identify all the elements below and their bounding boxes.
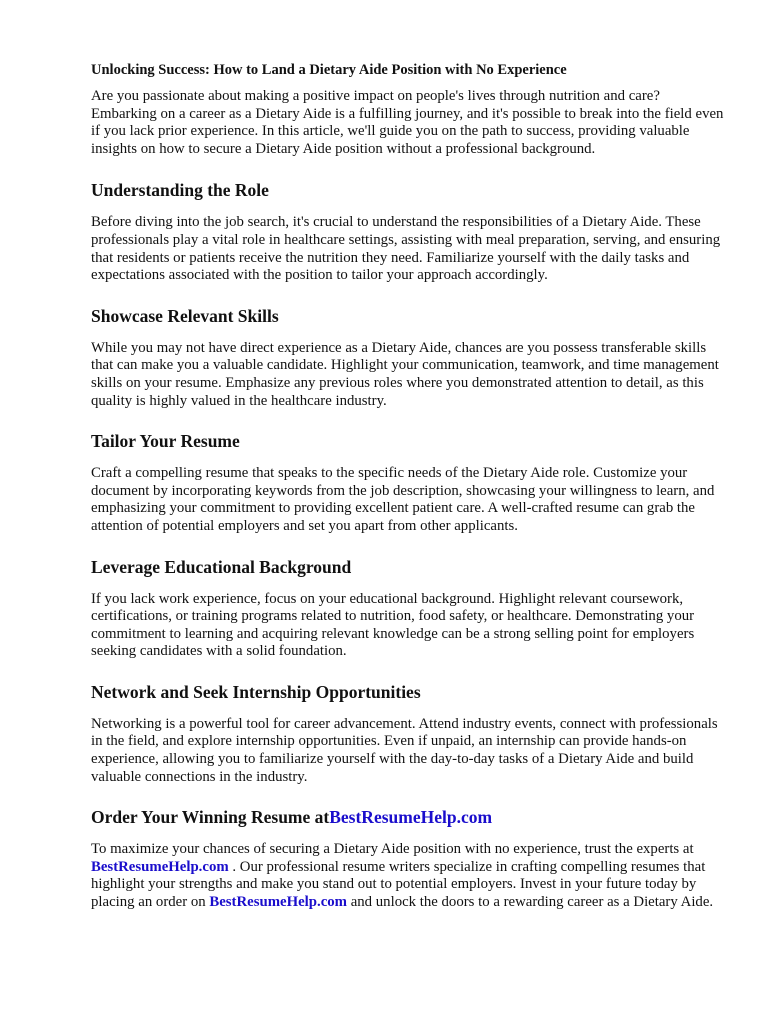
- section-body: Before diving into the job search, it's crucial to understand the responsibilities of a Dietary Aide. These professionals play a vital role in healthcare settings, assisting with meal preparation, serving, and ensuring that residents or patients receive the nutrition they need. Familiarize yourself with the daily tasks and expectations associated with the position to tailor your approach accordingly.: [91, 214, 721, 284]
- section-heading: Understanding the Role: [91, 180, 269, 201]
- section-tailor-resume: [91, 430, 728, 535]
- order-heading: [91, 806, 728, 828]
- order-body: [91, 841, 728, 911]
- section-body: Networking is a powerful tool for career advancement. Attend industry events, connect with professionals in the field, and explore internship opportunities. Even if unpaid, an internship can provide hands-on experience, allowing you to familiarize yourself with the day-to-day tasks of a Dietary Aide and build valuable connections in the industry.: [91, 715, 718, 785]
- section-heading: Leverage Educational Background: [91, 556, 352, 577]
- section-heading: Tailor Your Resume: [91, 431, 240, 452]
- order-heading-text: Order Your Winning Resume at: [91, 807, 330, 828]
- order-heading-link[interactable]: BestResumeHelp.com: [329, 807, 493, 828]
- section-educational-background: [91, 556, 728, 661]
- section-network-internship: [91, 681, 728, 786]
- document-title: Unlocking Success: How to Land a Dietary Aide Position with No Experience: [91, 62, 567, 78]
- order-body-link-1[interactable]: BestResumeHelp.com: [91, 858, 229, 875]
- order-body-text-2: . Our professional resume writers specialize in crafting compelling resumes that highlight your strengths and make you stand out to potential employers. Invest in your future today by placing an order on: [91, 858, 706, 911]
- section-heading: Network and Seek Internship Opportunities: [91, 681, 421, 702]
- order-body-text-3: and unlock the doors to a rewarding career as a Dietary Aide.: [350, 894, 714, 911]
- section-body: Craft a compelling resume that speaks to the specific needs of the Dietary Aide role. Customize your document by incorporating keywords from the job description, showcasing your willingness to learn, and emphasizing your commitment to providing excellent patient care. A well-crafted resume can grab the attention of potential employers and set you apart from other applicants.: [91, 465, 715, 534]
- order-body-link-2[interactable]: BestResumeHelp.com: [209, 894, 348, 911]
- section-showcase-skills: [91, 305, 728, 410]
- intro-paragraph: Are you passionate about making a positive impact on people's lives through nutrition and care? Embarking on a career as a Dietary Aide is a fulfilling journey, and it's possible to break into the field even if you lack prior experience. In this article, we'll guide you on the path to success, providing valuable insights on how to secure a Dietary Aide position without a professional background.: [91, 88, 724, 157]
- section-body: While you may not have direct experience as a Dietary Aide, chances are you possess transferable skills that can make you a valuable candidate. Highlight your communication, teamwork, and time management skills on your resume. Emphasize any previous roles where you demonstrated attention to detail, as this quality is highly valued in the healthcare industry.: [91, 339, 719, 409]
- order-body-text-1: To maximize your chances of securing a Dietary Aide position with no experience, trust the experts at: [91, 841, 694, 858]
- section-heading: Showcase Relevant Skills: [91, 305, 279, 326]
- section-body: If you lack work experience, focus on your educational background. Highlight relevant coursework, certifications, or training programs related to nutrition, food safety, or healthcare. Demonstrating your commitment to learning and acquiring relevant knowledge can be a strong selling point for employers seeking candidates with a solid foundation.: [91, 590, 695, 660]
- section-understanding-role: [91, 179, 728, 284]
- section-order-resume: [91, 806, 728, 911]
